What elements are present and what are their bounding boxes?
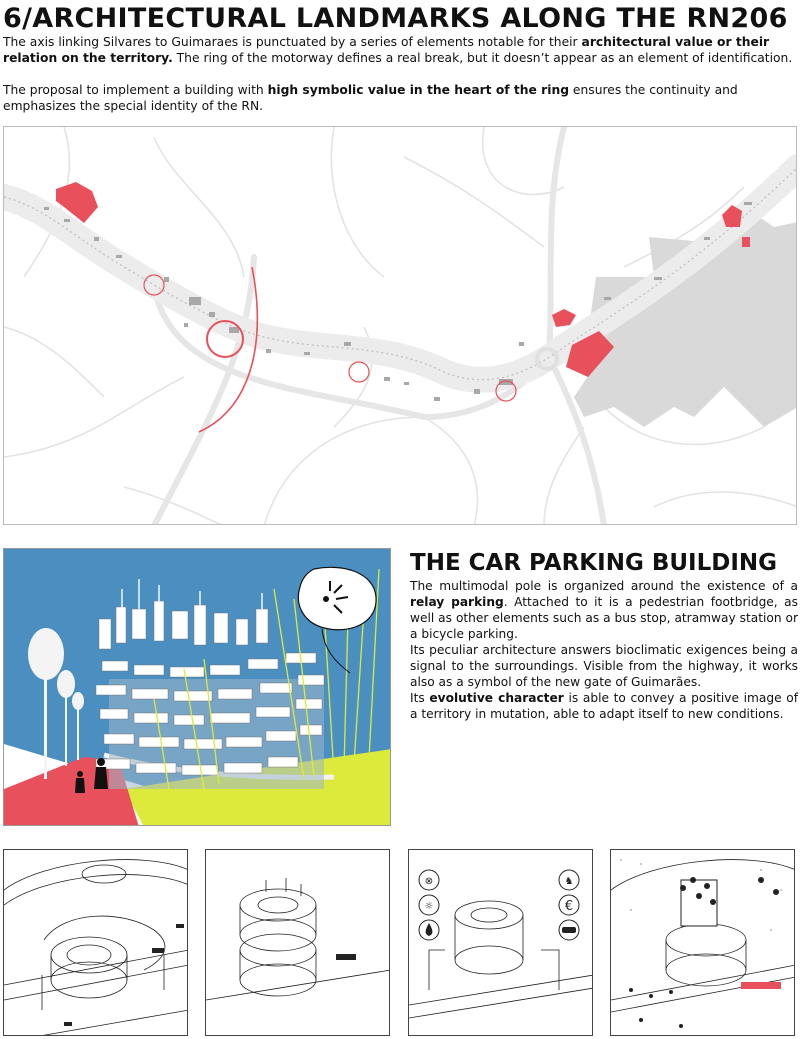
svg-text:⊗: ⊗ — [424, 876, 434, 887]
amenity-icons — [419, 870, 579, 940]
page-title: 6/ARCHITECTURAL LANDMARKS ALONG THE RN206 — [3, 3, 788, 34]
intro-paragraph-1 — [3, 34, 798, 66]
render-drawing — [4, 549, 391, 826]
section-paragraph-2: Its peculiar architecture answers bioclimatic exigences being a signal to the surroundings. Visible from the highway, it works also as a symbol of the new gate of Guimarães. — [410, 643, 798, 689]
svg-text:♞: ♞ — [564, 876, 574, 887]
axonometric-panel-4 — [610, 849, 795, 1036]
section-title: THE CAR PARKING BUILDING — [410, 550, 778, 576]
svg-text:☼: ☼ — [424, 901, 434, 912]
axonometric-panel-3 — [408, 849, 593, 1036]
section-body — [410, 578, 798, 722]
section-p1-text: The multimodal pole is organized around the existence of a — [410, 579, 798, 593]
territory-map — [3, 126, 797, 525]
section-p3-emphasis: evolutive character — [429, 691, 564, 705]
panel-2-drawing — [206, 850, 390, 1036]
intro-p2-text: The proposal to implement a building with — [3, 83, 268, 97]
intro-paragraph-2 — [3, 82, 798, 114]
axonometric-panel-2 — [205, 849, 390, 1036]
parking-building-render — [3, 548, 391, 826]
intro-p1-emphasis: architectural value or their relation on the territory. — [3, 35, 770, 65]
intro-p2-emphasis: high symbolic value in the heart of the ring — [267, 83, 570, 97]
intro-text — [3, 34, 798, 130]
signal-icon — [323, 596, 329, 602]
panel-3-drawing — [409, 850, 593, 1036]
intro-p2-text-end: ensures the continuity and emphasizes the special identity of the RN. — [3, 83, 738, 113]
tramway — [741, 982, 781, 989]
axonometric-panel-1 — [3, 849, 188, 1036]
landmark-center — [552, 309, 576, 327]
section-p1-emphasis: relay parking — [410, 595, 504, 609]
intro-p1-text: The axis linking Silvares to Guimaraes is punctuated by a series of elements notable for their — [3, 35, 582, 49]
section-p3-text-end: is able to convey a positive image of a territory in mutation, able to adapt itself to new conditions. — [410, 691, 798, 721]
panel-1-drawing — [4, 850, 188, 1036]
section-paragraph-3 — [410, 690, 798, 722]
panel-4-drawing — [611, 850, 795, 1036]
section-p3-text: Its — [410, 691, 430, 705]
section-paragraph-1 — [410, 578, 798, 642]
euro-glyph: € — [564, 899, 574, 914]
landmark-right-small — [742, 237, 750, 247]
intro-p1-text-end: The ring of the motorway defines a real break, but it doesn’t appear as an element of identification. — [172, 51, 793, 65]
map-drawing — [4, 127, 797, 525]
section-p1-text-end: . Attached to it is a pedestrian footbridge, as well as other elements such as a bus stop, atramway station or a bicycle parking. — [410, 595, 798, 641]
